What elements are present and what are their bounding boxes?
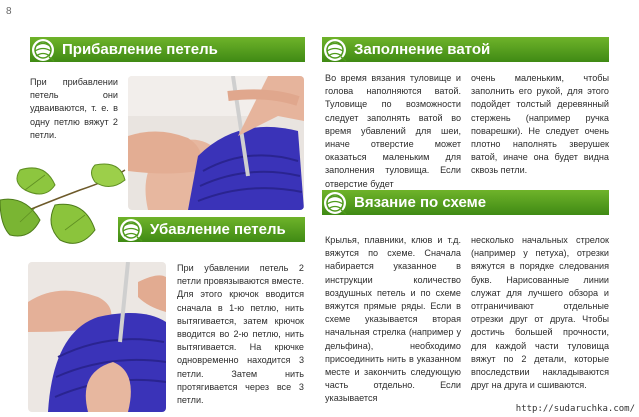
photo-add-stitches [128, 76, 304, 210]
text-decrease-stitches: При убавлении петель 2 петли провязываются вместе. Для этого крючок вводится сначала в 1-ю петлю, нить вытягивается, затем крючок вводится во 2-ю петлю, нить вытягивается. На крючке одновременно находится 3 петли. Затем нить протягивается через все 3 петли. [177, 263, 304, 406]
yarn-ball-icon [116, 215, 146, 245]
text-pattern-left: Крылья, плавники, клюв и т.д. вяжутся по схеме. Сначала набирается указанное в инструкции количество воздушных петель и по схеме вяжутся прямые ряды. Если в схеме указывается вторая начальная стрелка (например у дельфина), необходимо присоединить нить в указанном месте и закончить следующую часть отдельно. Если указывается [325, 235, 461, 404]
page-number: 8 [6, 6, 12, 17]
yarn-ball-icon [320, 35, 350, 65]
text-stuffing-left: Во время вязания туловище и голова наполняются ватой. Туловище по возможности следует заполнять ватой во время убавлений для шеи, иначе отверстие может оказаться маленьким для заполнения туловища. Если отверстие будет [325, 73, 461, 189]
photo-decrease-stitches [28, 262, 166, 412]
section-header-add-stitches [30, 37, 305, 62]
text-stuffing-right: очень маленьким, чтобы заполнить его рукой, для этого подойдет толстый деревянный стержень (например ручка поварешки). Не следует очень плотно наполнять зверушек ватой, иначе она будет видна сквозь петли. [471, 73, 609, 176]
yarn-ball-icon [28, 35, 58, 65]
section-title-pattern: Вязание по схеме [354, 194, 487, 211]
section-title-stuffing: Заполнение ватой [354, 41, 491, 58]
section-header-stuffing [322, 37, 609, 62]
section-header-pattern [322, 190, 609, 215]
text-add-stitches: При прибавлении петель они удваиваются, т. е. в одну петлю вяжут 2 петли. [30, 77, 118, 140]
section-title-add-stitches: Прибавление петель [62, 41, 218, 58]
watermark: http://sudaruchka.com/ [515, 404, 635, 414]
section-header-decrease-stitches [118, 217, 305, 242]
text-pattern-right: несколько начальных стрелок (например у петуха), отрезки вяжутся в порядке следования букв. Нарисованные линии служат для лучшего обзора и отграничивают отдельные отрезки друг от друга. Чтобы достичь большей прочности, для каждой части туловища вяжут по 2 детали, которые впоследствии накладываются друг на друга и сшиваются. [471, 235, 609, 391]
section-title-decrease-stitches: Убавление петель [150, 221, 286, 238]
yarn-ball-icon [320, 188, 350, 218]
leaves-decoration [0, 160, 130, 255]
